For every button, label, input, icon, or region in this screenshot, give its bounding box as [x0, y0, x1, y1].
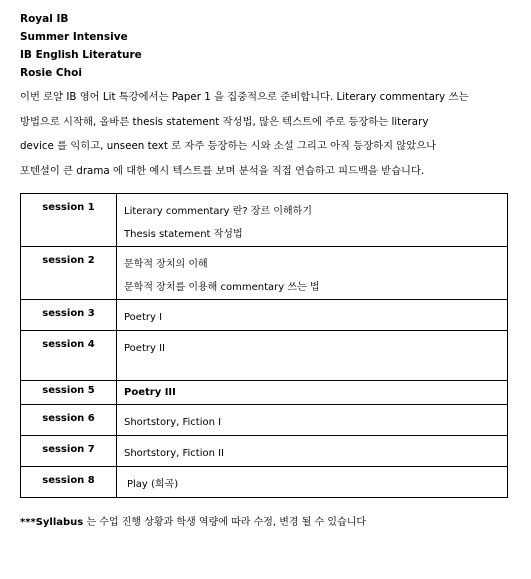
table-row: [21, 247, 508, 300]
header-course: IB English Literature: [20, 49, 142, 61]
table-row: [21, 300, 508, 331]
session-topic: Shortstory, Fiction I: [124, 417, 222, 428]
session-topic: Shortstory, Fiction II: [124, 448, 225, 459]
session-label: session 4: [21, 331, 117, 381]
table-row: [21, 467, 508, 498]
session-content: [117, 194, 508, 247]
session-content: [117, 331, 508, 381]
session-topic: Literary commentary 란? 장르 이해하기: [124, 206, 313, 217]
session-label: session 6: [21, 405, 117, 436]
syllabus-note: [20, 513, 366, 528]
session-label: session 8: [21, 467, 117, 498]
intro-line: 포텐셜이 큰 drama 에 대한 예시 텍스트를 보며 분석을 직접 연습하고 피드백을 받습니다.: [20, 164, 425, 177]
session-content: [117, 405, 508, 436]
session-topic: Play (희곡): [127, 479, 179, 490]
session-content: [117, 381, 508, 405]
document-header: [20, 10, 142, 82]
intro-line: 이번 로얄 IB 영어 Lit 특강에서는 Paper 1 을 집중적으로 준비합니다. Literary commentary 쓰는: [20, 91, 469, 103]
session-topic: Poetry II: [124, 343, 165, 354]
session-label: session 7: [21, 436, 117, 467]
table-row: [21, 381, 508, 405]
header-instructor: Rosie Choi: [20, 67, 82, 79]
session-label: session 3: [21, 300, 117, 331]
session-topic: Poetry I: [124, 312, 163, 323]
syllabus-note-text: 는 수업 진행 상황과 학생 역량에 따라 수정, 변경 될 수 있습니다: [83, 517, 367, 528]
session-topic: 문학적 장치의 이해: [124, 259, 208, 270]
session-label: session 5: [21, 381, 117, 405]
table-row: [21, 331, 508, 381]
table-row: [21, 194, 508, 247]
header-school: Royal IB: [20, 13, 69, 25]
session-topic: Poetry III: [124, 387, 176, 398]
session-content: [117, 436, 508, 467]
header-program: Summer Intensive: [20, 31, 128, 43]
intro-line: device 를 익히고, unseen text 로 자주 등장하는 시와 소설 그리고 아직 등장하지 않았으나: [20, 140, 437, 152]
session-topic: 문학적 장치를 이용해 commentary 쓰는 법: [124, 282, 320, 293]
session-topic: Thesis statement 작성법: [124, 229, 243, 240]
session-label: session 1: [21, 194, 117, 247]
intro-line: 방법으로 시작해, 올바른 thesis statement 작성법, 많은 텍스트에 주로 등장하는 literary: [20, 115, 429, 128]
session-label: session 2: [21, 247, 117, 300]
table-row: [21, 405, 508, 436]
syllabus-note-prefix: ***Syllabus: [20, 517, 84, 528]
session-content: [117, 247, 508, 300]
intro-paragraph: [20, 85, 510, 183]
syllabus-table: [20, 193, 508, 498]
session-content: [117, 467, 508, 498]
table-row: [21, 436, 508, 467]
session-content: [117, 300, 508, 331]
